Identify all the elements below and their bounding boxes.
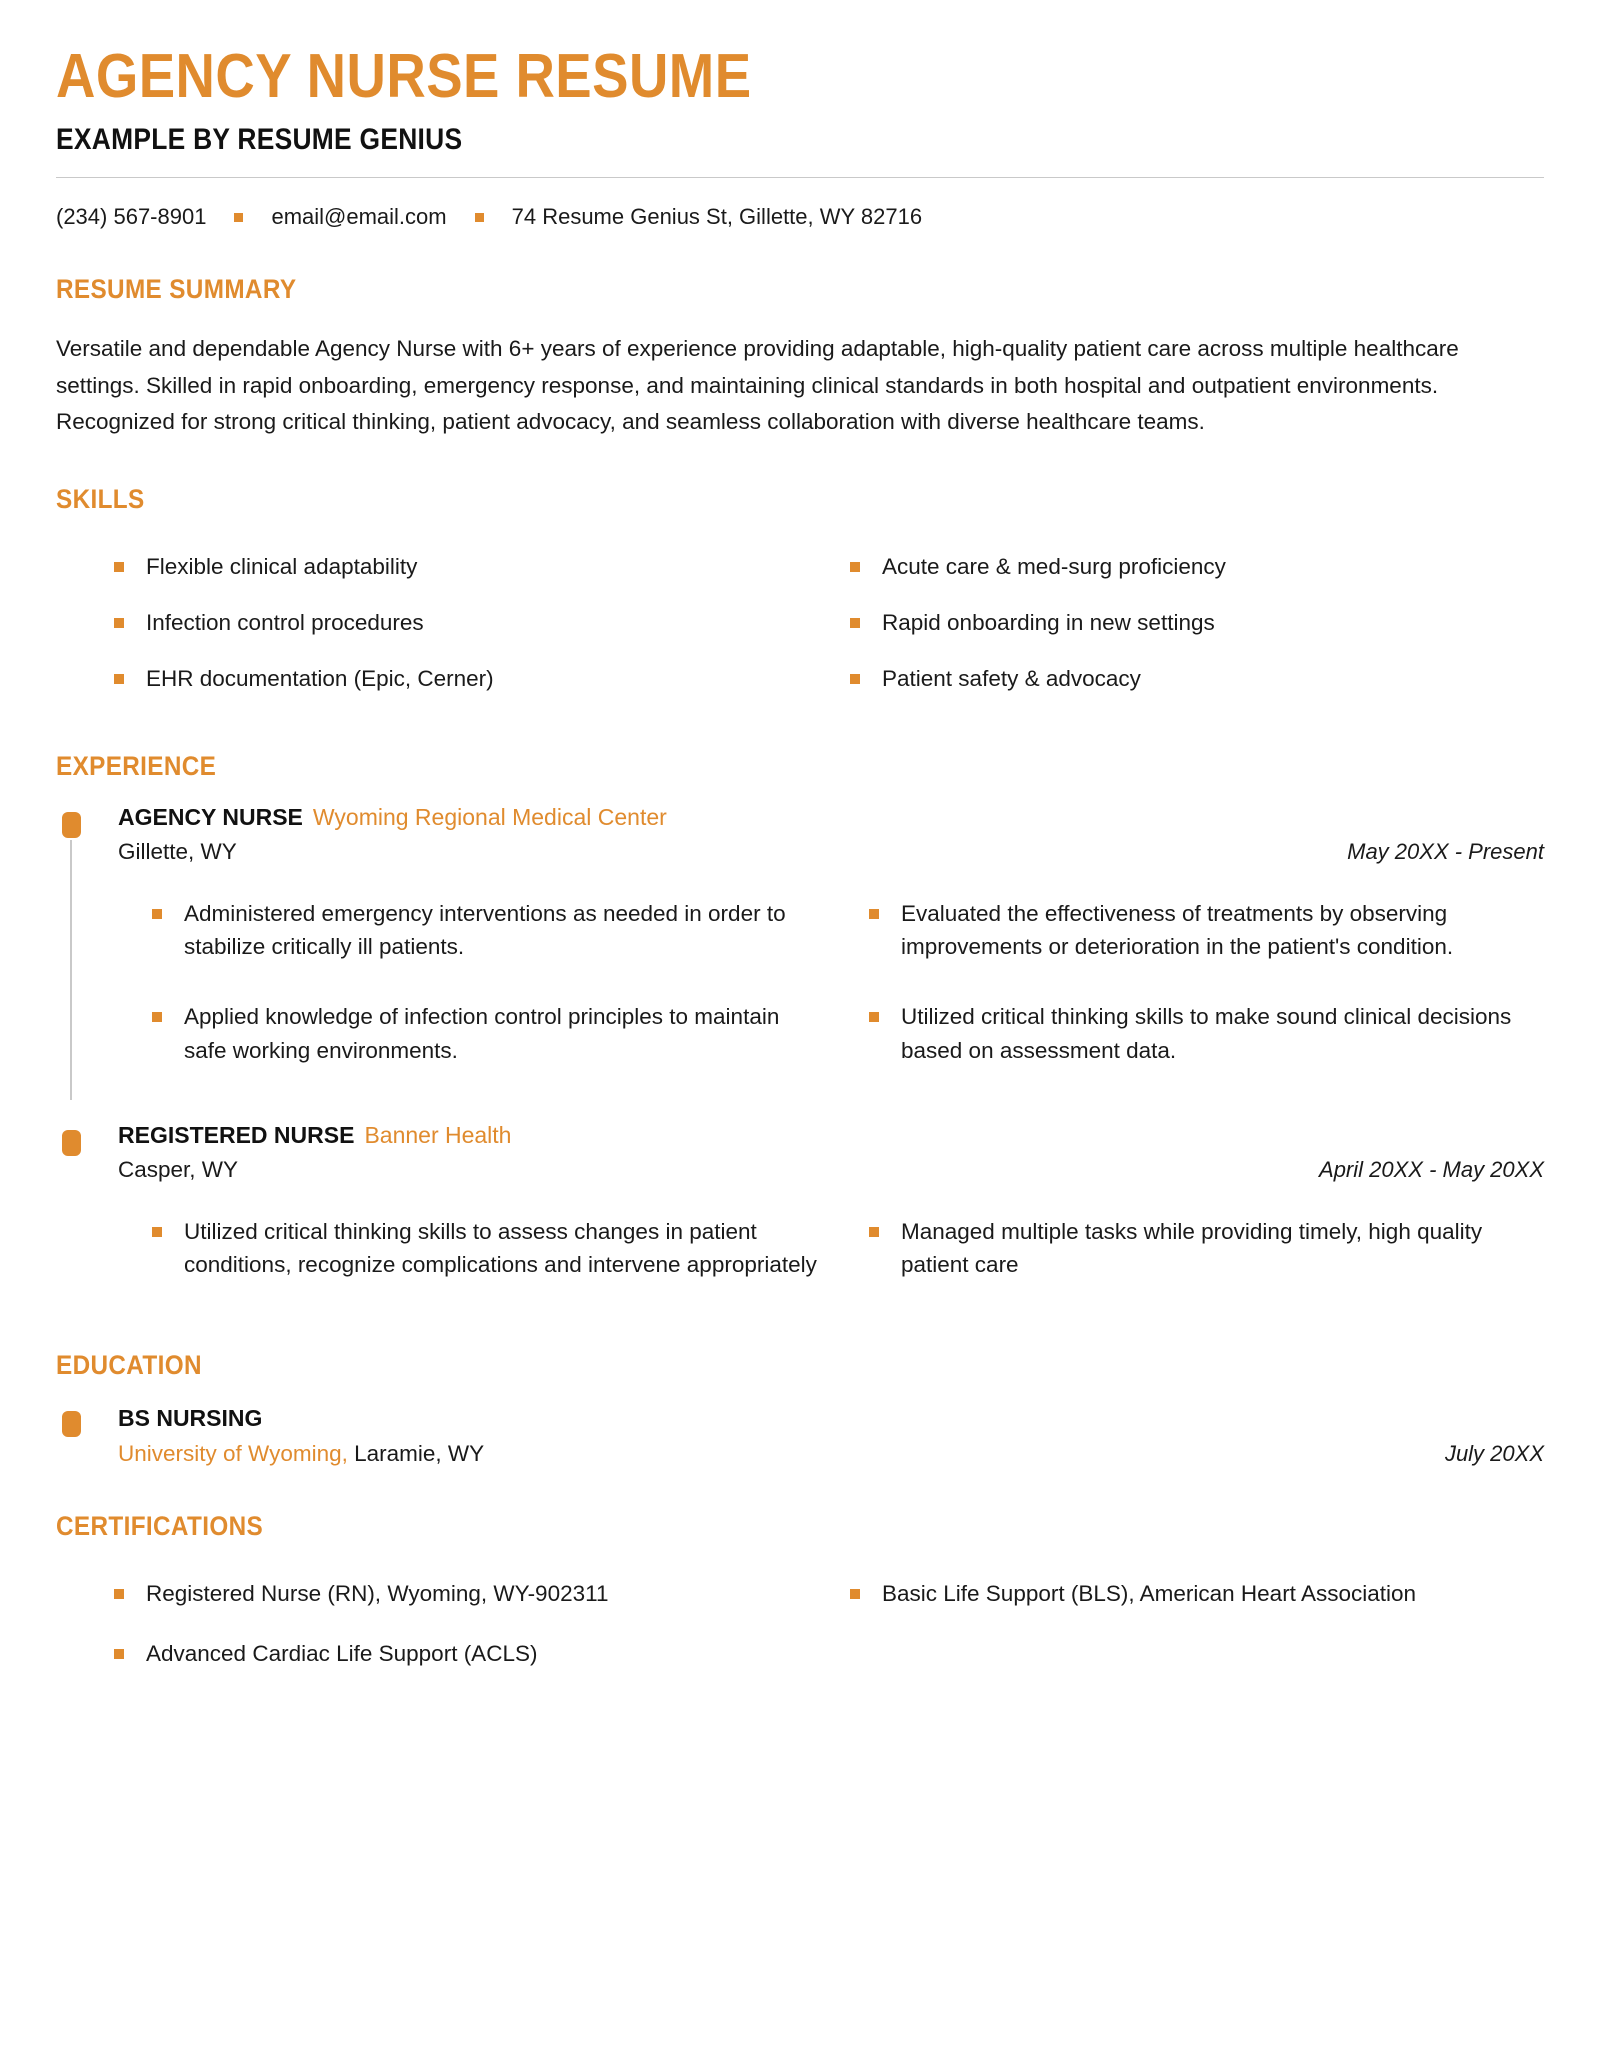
job-bullet-text: Managed multiple tasks while providing timely, high quality patient care bbox=[901, 1218, 1483, 1278]
section-experience bbox=[56, 751, 1544, 1307]
section-resume-summary bbox=[56, 274, 1544, 440]
list-item bbox=[869, 1203, 1544, 1307]
skill-label: Flexible clinical adaptability bbox=[146, 554, 418, 580]
list-item bbox=[152, 1203, 827, 1307]
list-item bbox=[114, 595, 808, 651]
job-dates: May 20XX - Present bbox=[1347, 838, 1544, 864]
section-heading: EXPERIENCE bbox=[56, 750, 217, 781]
resume-header bbox=[56, 44, 1544, 178]
square-separator-icon bbox=[234, 213, 243, 222]
job-dates: April 20XX - May 20XX bbox=[1319, 1156, 1544, 1182]
contact-phone: (234) 567-8901 bbox=[56, 204, 207, 230]
square-bullet-icon bbox=[114, 1589, 124, 1599]
header-divider bbox=[56, 177, 1544, 178]
job-location: Gillette, WY bbox=[118, 838, 237, 864]
list-item bbox=[114, 539, 808, 595]
job-company: Wyoming Regional Medical Center bbox=[312, 803, 667, 830]
certification-label: Registered Nurse (RN), Wyoming, WY-902311 bbox=[146, 1581, 609, 1607]
education-school-line bbox=[118, 1441, 484, 1467]
job-bullet-text: Utilized critical thinking skills to assess changes in patient conditions, recognize complications and intervene appropriately bbox=[184, 1218, 817, 1278]
education-dates: July 20XX bbox=[1444, 1441, 1544, 1467]
section-heading: CERTIFICATIONS bbox=[56, 1511, 264, 1542]
certification-label: Basic Life Support (BLS), American Heart Association bbox=[882, 1581, 1417, 1607]
job-title: REGISTERED NURSE bbox=[118, 1121, 355, 1148]
square-bullet-icon bbox=[869, 1012, 879, 1022]
contact-bar bbox=[56, 204, 1544, 230]
job-title: AGENCY NURSE bbox=[118, 803, 303, 830]
job-meta-row bbox=[118, 1149, 1544, 1183]
skill-label: Acute care & med-surg proficiency bbox=[882, 554, 1226, 580]
experience-list bbox=[56, 804, 1544, 1307]
job-bullet-text: Applied knowledge of infection control principles to maintain safe working environments. bbox=[184, 1004, 780, 1063]
square-bullet-icon bbox=[114, 618, 124, 628]
list-item bbox=[850, 1564, 1544, 1624]
experience-entry bbox=[56, 1122, 1544, 1307]
square-bullet-icon bbox=[869, 1227, 879, 1237]
square-bullet-icon bbox=[114, 562, 124, 572]
square-bullet-icon bbox=[152, 909, 162, 919]
experience-entry bbox=[56, 804, 1544, 1092]
education-meta-row bbox=[118, 1441, 1544, 1467]
list-item bbox=[152, 885, 827, 989]
square-bullet-icon bbox=[850, 562, 860, 572]
skill-label: Rapid onboarding in new settings bbox=[882, 610, 1215, 636]
section-certifications bbox=[56, 1511, 1544, 1684]
education-school: University of Wyoming, bbox=[118, 1441, 348, 1467]
contact-email: email@email.com bbox=[271, 204, 447, 230]
skill-label: Infection control procedures bbox=[146, 610, 424, 636]
skill-label: Patient safety & advocacy bbox=[882, 665, 1141, 691]
section-skills bbox=[56, 484, 1544, 706]
list-item bbox=[850, 539, 1544, 595]
square-bullet-icon bbox=[114, 674, 124, 684]
square-separator-icon bbox=[475, 213, 484, 222]
square-bullet-icon bbox=[152, 1227, 162, 1237]
job-location: Casper, WY bbox=[118, 1156, 239, 1182]
summary-paragraph: Versatile and dependable Agency Nurse with 6+ years of experience providing adaptable, high-quality patient care across multiple healthcare settings. Skilled in rapid onboarding, emergency response, and maintaining clinical standards in both hospital and outpatient environments. Recognized for strong critical thinking, patient advocacy, and seamless collaboration with diverse healthcare teams. bbox=[56, 336, 1459, 434]
skill-label: EHR documentation (Epic, Cerner) bbox=[146, 665, 494, 691]
job-meta-row bbox=[118, 831, 1544, 865]
list-item bbox=[114, 1624, 808, 1684]
list-item bbox=[114, 651, 808, 707]
job-bullet-text: Utilized critical thinking skills to make sound clinical decisions based on assessment data. bbox=[901, 1004, 1512, 1063]
section-heading: SKILLS bbox=[56, 484, 145, 515]
timeline-marker-icon bbox=[62, 812, 81, 838]
job-company: Banner Health bbox=[364, 1121, 512, 1148]
square-bullet-icon bbox=[152, 1012, 162, 1022]
job-bullets bbox=[118, 885, 1544, 1092]
list-item bbox=[850, 595, 1544, 651]
certifications-grid bbox=[56, 1564, 1544, 1684]
page-subtitle: EXAMPLE BY RESUME GENIUS bbox=[56, 123, 463, 157]
list-item bbox=[869, 988, 1544, 1092]
job-bullet-text: Administered emergency interventions as needed in order to stabilize critically ill patients. bbox=[184, 900, 786, 960]
certification-label: Advanced Cardiac Life Support (ACLS) bbox=[146, 1640, 538, 1666]
education-entry bbox=[56, 1405, 1544, 1467]
job-title-company bbox=[118, 1122, 511, 1149]
square-bullet-icon bbox=[850, 674, 860, 684]
list-item bbox=[850, 651, 1544, 707]
timeline-marker-icon bbox=[62, 1411, 81, 1437]
job-title-company bbox=[118, 804, 667, 831]
education-school-location: Laramie, WY bbox=[347, 1441, 485, 1467]
timeline-marker-icon bbox=[62, 1130, 81, 1156]
job-headline bbox=[118, 1122, 1544, 1149]
list-item bbox=[114, 1564, 808, 1624]
square-bullet-icon bbox=[850, 1589, 860, 1599]
section-heading: RESUME SUMMARY bbox=[56, 274, 297, 305]
job-bullets bbox=[118, 1203, 1544, 1307]
job-headline bbox=[118, 804, 1544, 831]
section-education bbox=[56, 1350, 1544, 1467]
section-heading: EDUCATION bbox=[56, 1350, 202, 1381]
list-item bbox=[152, 988, 827, 1092]
timeline-line bbox=[70, 840, 72, 1100]
square-bullet-icon bbox=[850, 618, 860, 628]
page-title: AGENCY NURSE RESUME bbox=[56, 42, 752, 111]
square-bullet-icon bbox=[869, 909, 879, 919]
skills-grid bbox=[56, 539, 1544, 706]
contact-address: 74 Resume Genius St, Gillette, WY 82716 bbox=[511, 204, 923, 230]
education-degree: BS NURSING bbox=[118, 1405, 263, 1432]
square-bullet-icon bbox=[114, 1649, 124, 1659]
job-bullet-text: Evaluated the effectiveness of treatments by observing improvements or deterioration in the patient's condition. bbox=[901, 900, 1454, 960]
list-item bbox=[869, 885, 1544, 989]
